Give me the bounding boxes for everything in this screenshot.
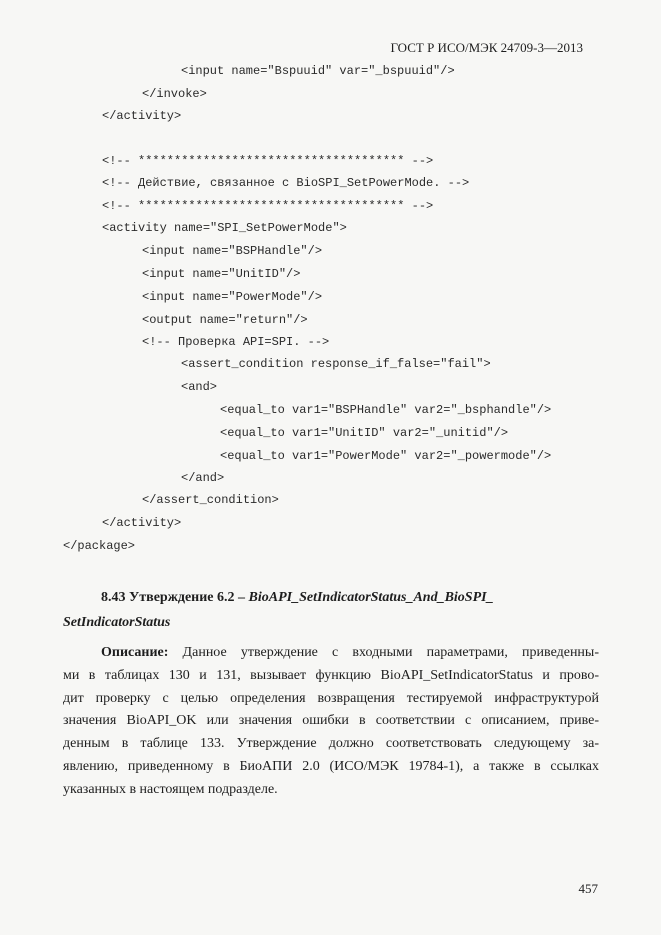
description-label: Описание: [101, 645, 169, 660]
description-paragraph [63, 642, 599, 802]
section-name-part2: SetIndicatorStatus [63, 615, 171, 630]
paragraph-line: денным в таблице 133. Утверждение должно соответствовать следующему за- [63, 736, 599, 752]
document-header: ГОСТ Р ИСО/МЭК 24709-3—2013 [390, 40, 583, 55]
page-number: 457 [578, 881, 598, 896]
code-line: <input name="UnitID"/> [142, 267, 301, 281]
section-name-part1: BioAPI_SetIndicatorStatus_And_BioSPI_ [248, 590, 494, 605]
code-line: <equal_to var1="UnitID" var2="_unitid"/> [220, 426, 509, 440]
code-line: <!-- Действие, связанное с BioSPI_SetPowerMode. --> [102, 176, 470, 190]
code-line: <equal_to var1="PowerMode" var2="_powermode"/> [220, 449, 552, 463]
code-line: <output name="return"/> [142, 313, 308, 327]
code-line: </activity> [102, 516, 182, 530]
section-heading [101, 590, 494, 606]
code-line: </package> [63, 539, 136, 553]
code-line: </assert_condition> [142, 493, 279, 507]
code-line: <!-- ************************************* --> [102, 154, 434, 168]
paragraph-line: ми в таблицах 130 и 131, вызывает функцию BioAPI_SetIndicatorStatus и прово- [63, 667, 599, 683]
code-line: <activity name="SPI_SetPowerMode"> [102, 221, 347, 235]
paragraph-line: указанных в настоящем подразделе. [63, 781, 278, 797]
section-number-title: 8.43 Утверждение 6.2 – [101, 590, 249, 605]
paragraph-line: дит проверку с целью определения возвращения тестируемой инфраструктурой [63, 690, 599, 706]
paragraph-line: явлению, приведенному в БиоАПИ 2.0 (ИСО/МЭК 19784-1), а также в ссылках [63, 758, 599, 774]
code-line: <input name="PowerMode"/> [142, 290, 323, 304]
paragraph-line: Описание: Данное утверждение с входными параметрами, приведенны- [101, 645, 599, 660]
code-line: <input name="BSPHandle"/> [142, 244, 323, 258]
paragraph-line: значения BioAPI_OK или значения ошибки в соответствии с описанием, приве- [63, 713, 599, 729]
code-line: </activity> [102, 109, 182, 123]
code-line: <!-- ************************************* --> [102, 199, 434, 213]
code-line: </and> [181, 471, 225, 485]
code-line: <and> [181, 380, 218, 394]
code-line: <input name="Bspuuid" var="_bspuuid"/> [181, 64, 455, 78]
code-line: <assert_condition response_if_false="fail"> [181, 357, 491, 371]
code-line: </invoke> [142, 87, 207, 101]
code-line: <equal_to var1="BSPHandle" var2="_bsphandle"/> [220, 403, 552, 417]
code-line: <!-- Проверка API=SPI. --> [142, 335, 330, 349]
